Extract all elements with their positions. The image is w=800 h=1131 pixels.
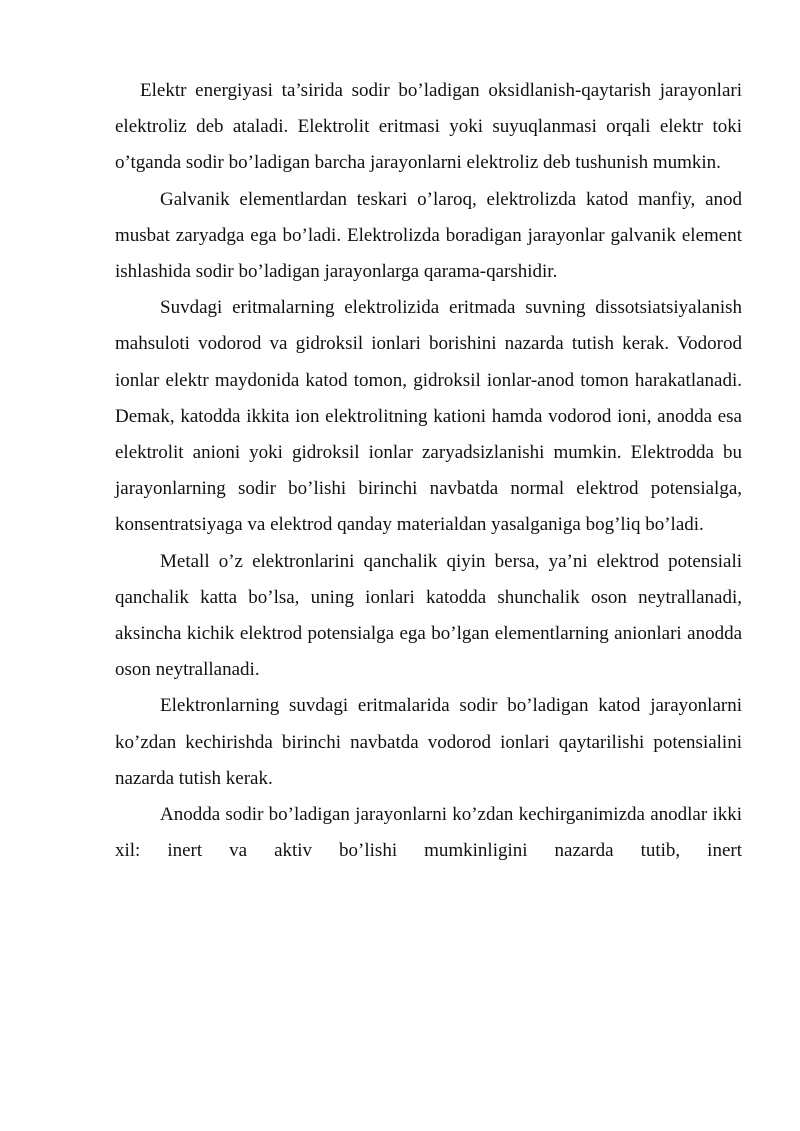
paragraph-galvanic-comparison: Galvanik elementlardan teskari o’laroq, elektrolizda katod manfiy, anod musbat zaryadga ega bo’ladi. Elektrolizda boradigan jarayonlar galvanik element ishlashida sodir bo’ladigan jarayonlarga qarama-qarshidir.: [115, 188, 742, 283]
paragraph-aqueous-solutions: Suvdagi eritmalarning elektrolizida eritmada suvning dissotsiatsiyalanish mahsuloti vodorod va gidroksil ionlari borishini nazarda tutish kerak. Vodorod ionlar elektr maydonida katod tomon, gidroksil ionlar-anod tomon harakatlanadi. Demak, katodda ikkita ion elektrolitning kationi hamda vodorod ioni, anodda esa elektrolit anioni yoki gidroksil ionlar zaryadsizlanishi mumkin. Elektrodda bu jarayonlarning sodir bo’lishi birinchi navbatda normal elektrod potensialga, konsentratsiyaga va elektrod qanday materialdan yasalganiga bog’liq bo’ladi.: [115, 297, 742, 536]
paragraph-electrode-potential: Metall o’z elektronlarini qanchalik qiyin bersa, ya’ni elektrod potensiali qanchalik katta bo’lsa, uning ionlari katodda shunchalik oson neytrallanadi, aksincha kichik elektrod potensialga ega bo’lgan elementlarning anionlari anodda oson neytrallanadi.: [115, 550, 742, 681]
document-body: [115, 73, 742, 869]
paragraph-cathode-processes: Elektronlarning suvdagi eritmalarida sodir bo’ladigan katod jarayonlarni ko’zdan kechirishda birinchi navbatda vodorod ionlari qaytarilishi potensialini nazarda tutish kerak.: [115, 695, 742, 789]
paragraph-electrolysis-definition: Elektr energiyasi ta’sirida sodir bo’ladigan oksidlanish-qaytarish jarayonlari elektroliz deb ataladi. Elektrolit eritmasi yoki suyuqlanmasi orqali elektr toki o’tganda sodir bo’ladigan barcha jarayonlarni elektroliz deb tushunish mumkin.: [115, 80, 742, 174]
paragraph-anode-processes: Anodda sodir bo’ladigan jarayonlarni ko’zdan kechirganimizda anodlar ikki xil: inert va aktiv bo’lishi mumkinligini nazarda tutib, inert: [115, 804, 742, 862]
